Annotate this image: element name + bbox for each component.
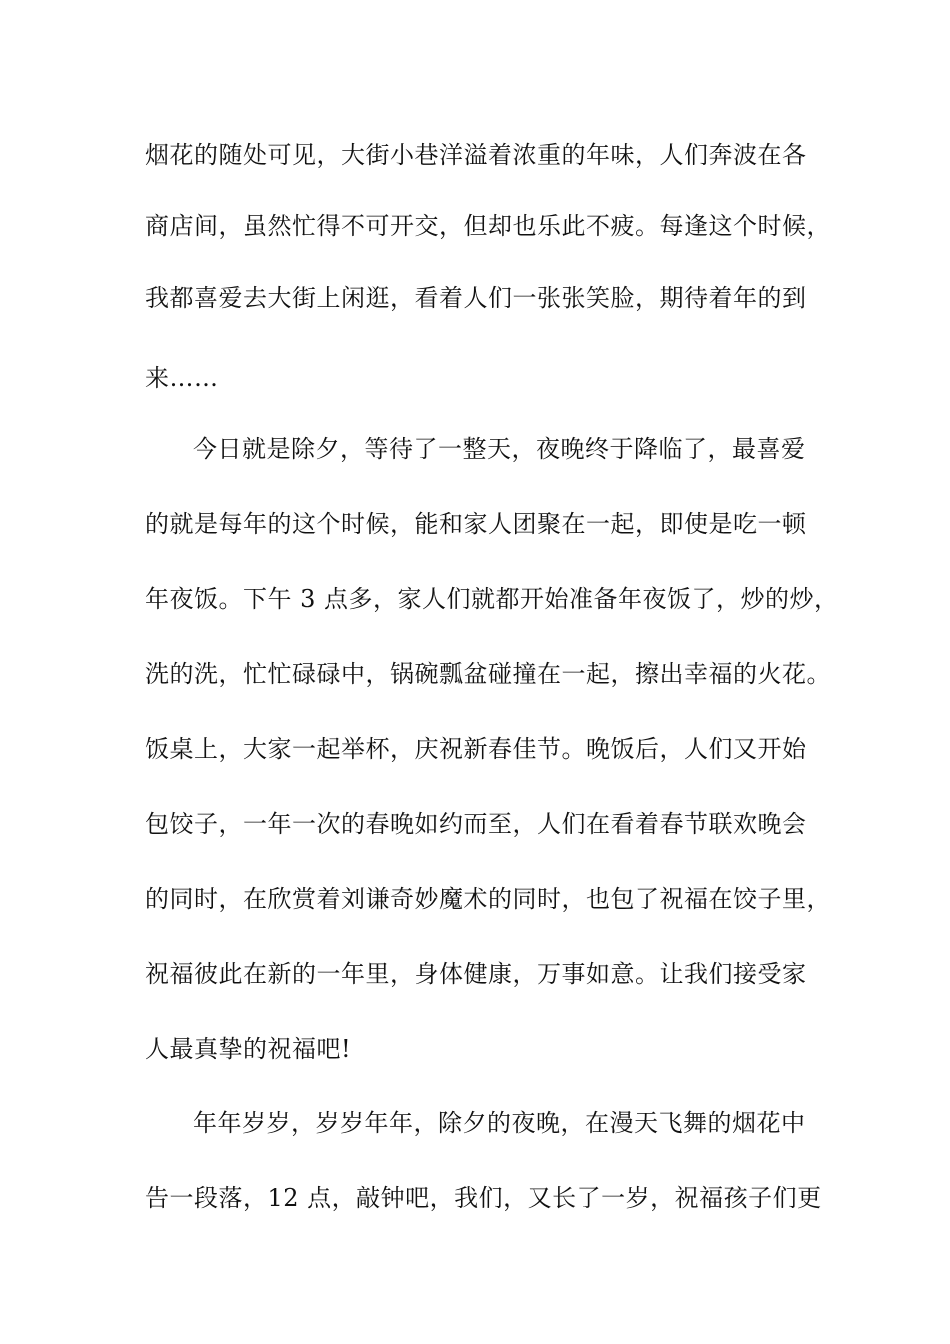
paragraph-start-line: 年年岁岁，岁岁年年，除夕的夜晚，在漫天飞舞的烟花中 [193, 1109, 806, 1137]
text-line: 烟花的随处可见，大街小巷洋溢着浓重的年味，人们奔波在各 [145, 141, 807, 169]
text-line: 告一段落，12 点，敲钟吧，我们，又长了一岁，祝福孩子们更 [145, 1184, 822, 1212]
text-line: 商店间，虽然忙得不可开交，但却也乐此不疲。每逢这个时候， [145, 212, 831, 240]
text-line: 饭桌上，大家一起举杯，庆祝新春佳节。晚饭后，人们又开始 [145, 735, 807, 763]
text-line: 人最真挚的祝福吧! [145, 1035, 352, 1063]
text-line: 祝福彼此在新的一年里，身体健康，万事如意。让我们接受家 [145, 960, 807, 988]
text-line: 的就是每年的这个时候，能和家人团聚在一起，即使是吃一顿 [145, 510, 807, 538]
text-line: 来…… [145, 364, 219, 392]
text-line: 的同时，在欣赏着刘谦奇妙魔术的同时，也包了祝福在饺子里， [145, 885, 831, 913]
text-line: 我都喜爱去大街上闲逛，看着人们一张张笑脸，期待着年的到 [145, 284, 807, 312]
text-line: 包饺子，一年一次的春晚如约而至，人们在看着春节联欢晚会 [145, 810, 807, 838]
text-line: 洗的洗，忙忙碌碌中，锅碗瓢盆碰撞在一起，擦出幸福的火花。 [145, 660, 831, 688]
text-line: 年夜饭。下午 3 点多，家人们就都开始准备年夜饭了，炒的炒， [145, 585, 839, 613]
paragraph-start-line: 今日就是除夕，等待了一整天，夜晚终于降临了，最喜爱 [193, 435, 806, 463]
